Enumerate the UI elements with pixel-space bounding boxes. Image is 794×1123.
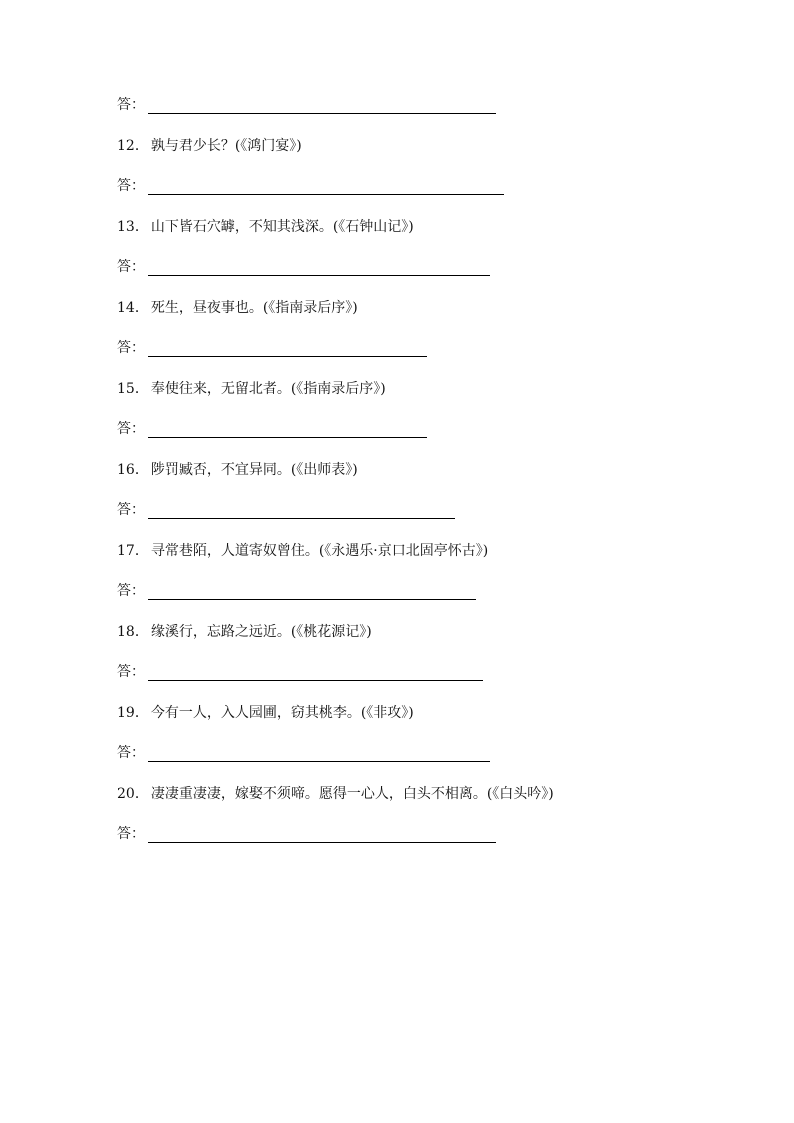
answer-line-19: [117, 742, 490, 764]
question-number: 15．: [117, 381, 149, 397]
answer-line-18: [117, 661, 483, 683]
answer-line-11: [117, 94, 496, 116]
answer-line-13: [117, 256, 490, 278]
question-text: 今有一人，入人园圃，窃其桃李。(《非攻》): [150, 705, 414, 721]
answer-label: 答：: [117, 421, 145, 437]
question-text: 孰与君少长？(《鸿门宴》): [150, 138, 302, 154]
answer-blank-18[interactable]: [148, 666, 483, 681]
answer-blank-12[interactable]: [148, 180, 504, 195]
question-text: 缘溪行，忘路之远近。(《桃花源记》): [150, 624, 372, 640]
answer-line-14: [117, 337, 427, 359]
answer-blank-19[interactable]: [148, 747, 490, 762]
answer-label: 答：: [117, 745, 145, 761]
question-number: 17．: [117, 543, 149, 559]
question-text: 死生，昼夜事也。(《指南录后序》): [150, 300, 358, 316]
answer-line-20: [117, 823, 496, 845]
question-text: 山下皆石穴罅，不知其浅深。(《石钟山记》): [150, 219, 414, 235]
answer-blank-17[interactable]: [148, 585, 476, 600]
answer-line-12: [117, 175, 504, 197]
question-number: 19．: [117, 705, 149, 721]
answer-blank-20[interactable]: [148, 828, 496, 843]
question-13: [117, 216, 414, 238]
answer-line-17: [117, 580, 476, 602]
question-number: 14．: [117, 300, 149, 316]
question-18: [117, 621, 372, 643]
question-text: 凄凄重凄凄，嫁娶不须啼。愿得一心人，白头不相离。(《白头吟》): [150, 786, 554, 802]
question-text: 陟罚臧否，不宜异同。(《出师表》): [150, 462, 358, 478]
question-number: 13．: [117, 219, 149, 235]
question-17: [117, 540, 488, 562]
answer-label: 答：: [117, 259, 145, 275]
answer-label: 答：: [117, 502, 145, 518]
answer-line-16: [117, 499, 455, 521]
question-number: 18．: [117, 624, 149, 640]
answer-label: 答：: [117, 583, 145, 599]
answer-blank-11[interactable]: [148, 99, 496, 114]
question-text: 寻常巷陌，人道寄奴曾住。(《永遇乐·京口北固亭怀古》): [150, 543, 489, 559]
answer-label: 答：: [117, 97, 145, 113]
question-12: [117, 135, 302, 157]
answer-label: 答：: [117, 826, 145, 842]
answer-label: 答：: [117, 664, 145, 680]
answer-line-15: [117, 418, 427, 440]
question-15: [117, 378, 386, 400]
question-19: [117, 702, 414, 724]
question-16: [117, 459, 358, 481]
question-14: [117, 297, 358, 319]
question-text: 奉使往来，无留北者。(《指南录后序》): [150, 381, 386, 397]
question-number: 12．: [117, 138, 149, 154]
question-20: [117, 783, 554, 805]
answer-label: 答：: [117, 340, 145, 356]
answer-blank-16[interactable]: [148, 504, 455, 519]
answer-label: 答：: [117, 178, 145, 194]
question-number: 20．: [117, 786, 149, 802]
answer-blank-14[interactable]: [148, 342, 427, 357]
answer-blank-15[interactable]: [148, 423, 427, 438]
answer-blank-13[interactable]: [148, 261, 490, 276]
question-number: 16．: [117, 462, 149, 478]
